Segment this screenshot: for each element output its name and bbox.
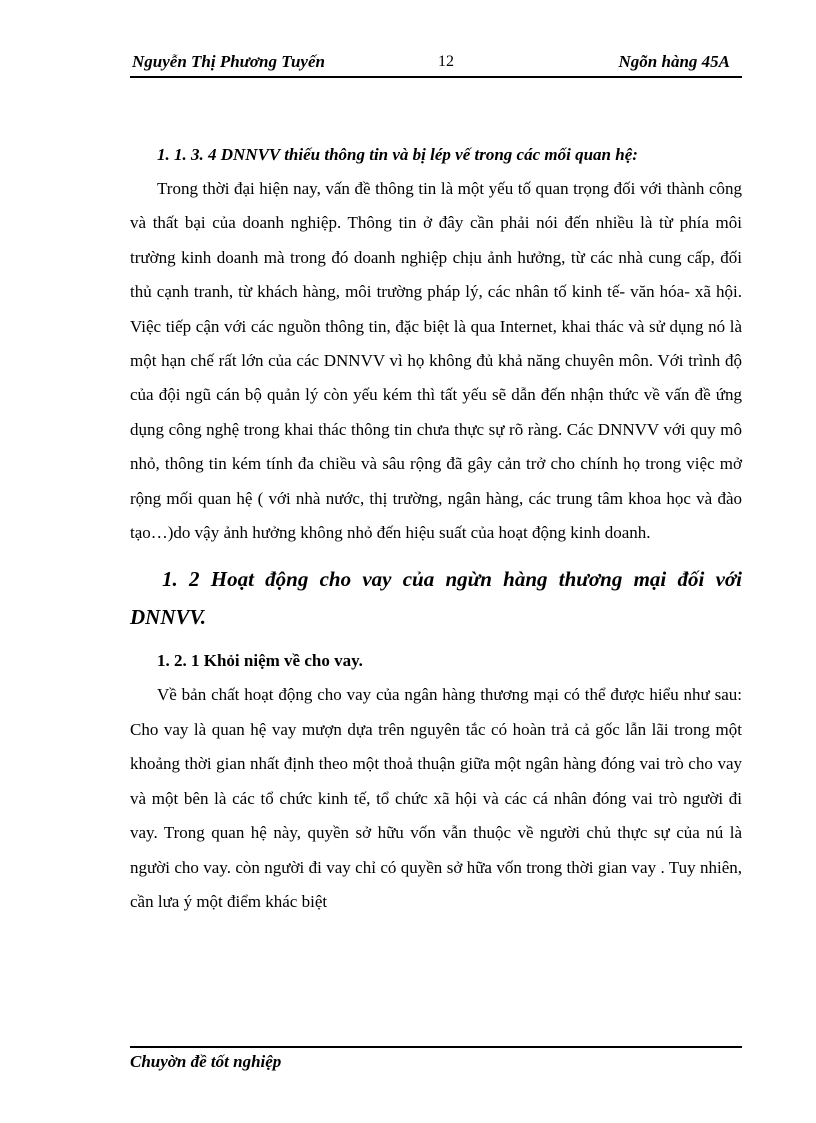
footer-text: Chuyờn đề tốt nghiệp (130, 1052, 282, 1071)
header-page-number: 12 (438, 53, 454, 70)
page-header (130, 52, 742, 78)
page-body (130, 138, 742, 919)
section-paragraph-1-1-3-4: Trong thời đại hiện nay, vấn đề thông tin là một yếu tố quan trọng đối với thành công và thất bại của doanh nghiệp. Thông tin ở đây cần phải nói đến nhiều là từ phía môi trường kinh doanh mà trong đó doanh nghiệp chịu ảnh hưởng, từ các nhà cung cấp, đối thủ cạnh tranh, từ khách hàng, môi trường pháp lý, các nhân tố kinh tế- văn hóa- xã hội. Việc tiếp cận với các nguồn thông tin, đặc biệt là qua Internet, khai thác và sử dụng nó là một hạn chế rất lớn của các DNNVV vì họ không đủ khả năng chuyên môn. Với trình độ của đội ngũ cán bộ quản lý còn yếu kém thì tất yếu sẽ dẫn đến nhận thức về vấn đề ứng dụng công nghệ trong khai thác thông tin chưa thực sự rõ ràng. Các DNNVV với quy mô nhỏ, thông tin kém tính đa chiều và sâu rộng đã gây cản trở cho chính họ trong việc mở rộng mối quan hệ ( với nhà nước, thị trường, ngân hàng, các trung tâm khoa học và đào tạo…)do vậy ảnh hưởng không nhỏ đến hiệu suất của hoạt động kinh doanh. (130, 179, 742, 543)
header-class-name: Ngõn hàng 45A (618, 52, 730, 71)
section-paragraph-1-2-1: Về bản chất hoạt động cho vay của ngân hàng thương mại có thể được hiểu như sau: Cho vay là quan hệ vay mượn dựa trên nguyên tắc có hoàn trả cả gốc lẫn lãi trong một khoảng thời gian nhất định theo một thoả thuận giữa một ngân hàng đóng vai trò cho vay và một bên là các tổ chức kinh tế, tổ chức xã hội và các cá nhân đóng vai trò người đi vay. Trong quan hệ này, quyền sở hữu vốn vẫn thuộc về người chủ thực sự của nú là người cho vay. còn người đi vay chỉ có quyền sở hữa vốn trong thời gian vay . Tuy nhiên, cần lưa ý một điểm khác biệt (130, 685, 742, 911)
section-heading-1-1-3-4: 1. 1. 3. 4 DNNVV thiếu thông tin và bị lép vế trong các mối quan hệ: (157, 145, 638, 164)
section-heading-1-2-1: 1. 2. 1 Khỏi niệm về cho vay. (157, 651, 363, 671)
header-author: Nguyễn Thị Phương Tuyến (132, 52, 325, 71)
section-heading-1-2: 1. 2 Hoạt động cho vay của ngừn hàng thương mại đối với DNNVV. (130, 567, 742, 630)
page-footer (130, 1046, 742, 1072)
